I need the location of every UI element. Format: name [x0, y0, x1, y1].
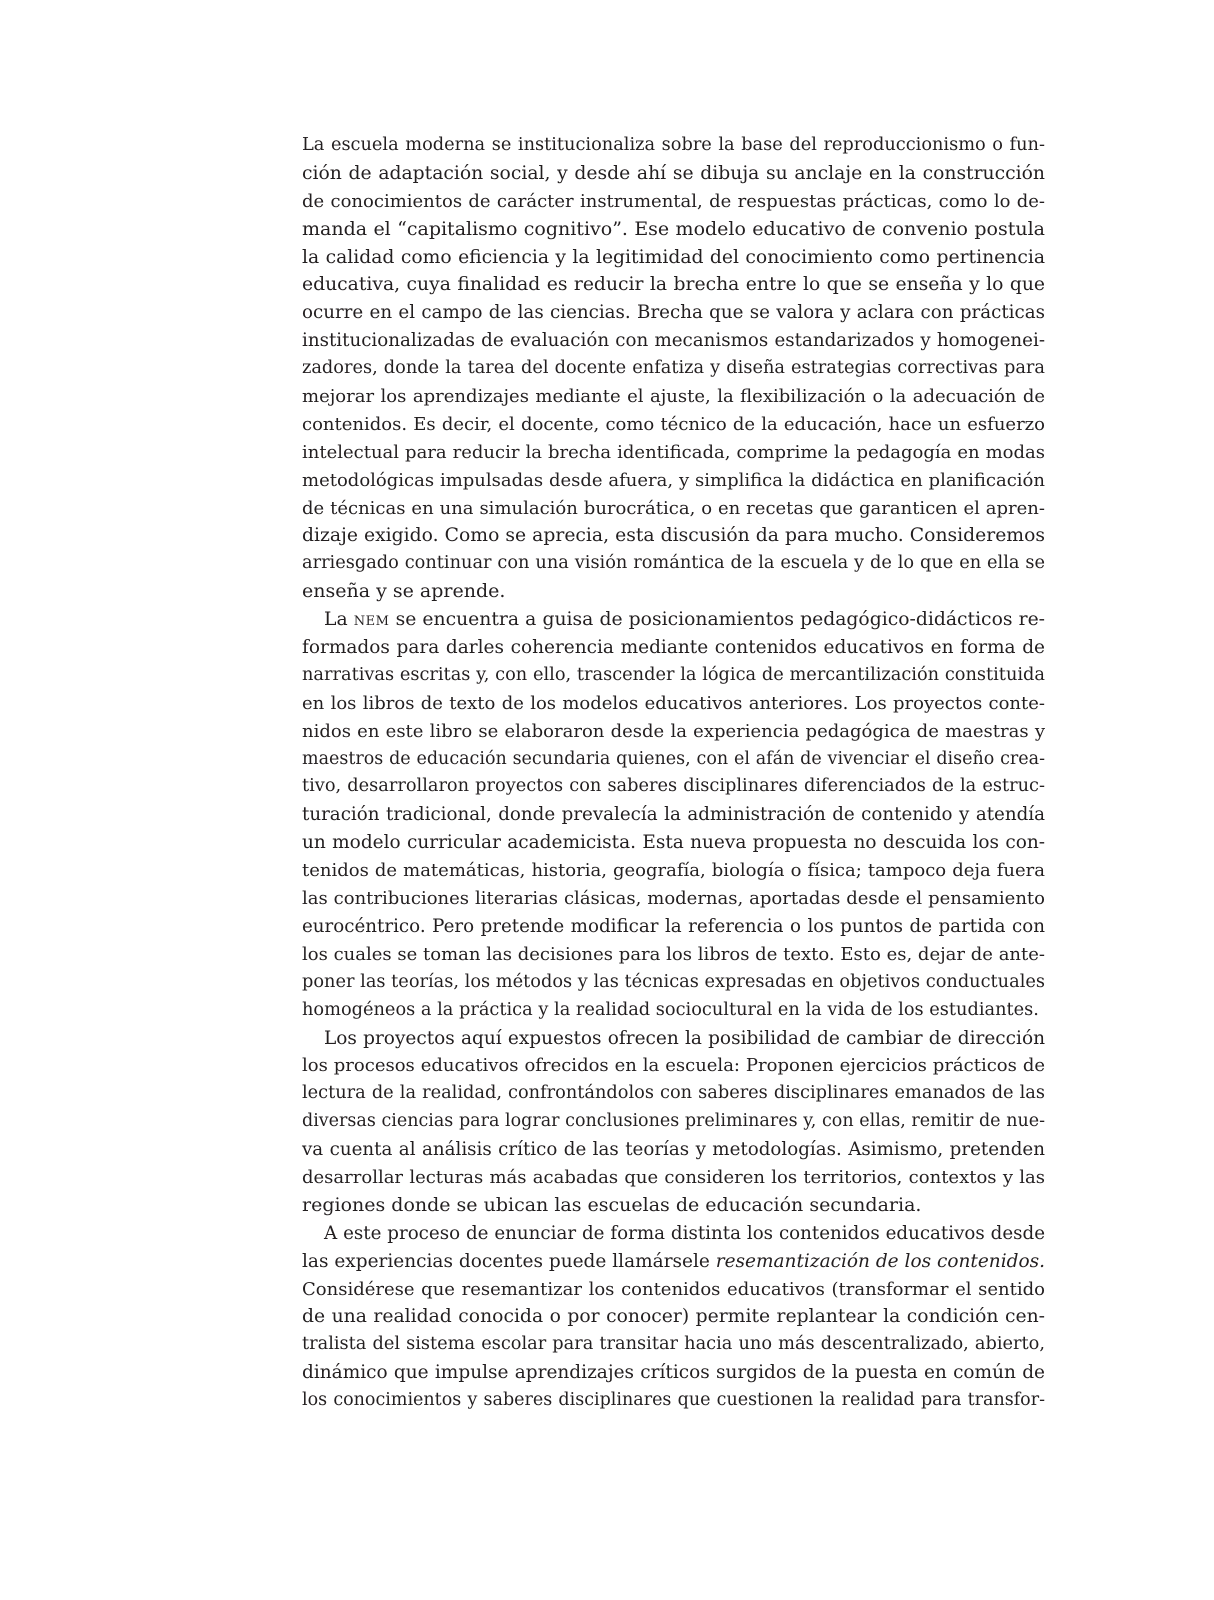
paragraph-4 — [302, 1220, 1045, 1415]
text-line: homogéneos a la práctica y la realidad sociocultural en la vida de los estudiantes. — [302, 999, 1039, 1020]
text-line: metodológicas impulsadas desde afuera, y simplifica la didáctica en planificación — [302, 469, 1045, 491]
text-line: va cuenta al análisis crítico de las teorías y metodologías. Asimismo, pretenden — [302, 1139, 1045, 1161]
body-text — [302, 132, 1045, 1415]
text-line: arriesgado continuar con una visión romántica de la escuela y de lo que en ella se — [302, 553, 1045, 574]
text-line: tenidos de matemáticas, historia, geografía, biología o física; tampoco deja fuera — [302, 860, 1045, 882]
text-line: desarrollar lecturas más acabadas que consideren los territorios, contextos y las — [302, 1166, 1045, 1188]
text-run: La — [324, 609, 354, 631]
text-line: enseña y se aprende. — [302, 580, 506, 603]
text-line: los cuales se toman las decisiones para los libros de texto. Esto es, dejar de ante- — [302, 943, 1045, 965]
text-line: de conocimientos de carácter instrumental, de respuestas prácticas, como lo de- — [302, 190, 1045, 212]
text-line: diversas ciencias para lograr conclusiones preliminares y, con ellas, remitir de nue- — [302, 1111, 1045, 1132]
text-line: regiones donde se ubican las escuelas de educación secundaria. — [302, 1193, 922, 1216]
acronym-nem: nem — [353, 609, 390, 631]
text-line: tivo, desarrollaron proyectos con saberes disciplinares diferenciados de la estruc- — [302, 776, 1045, 797]
text-line: las contribuciones literarias clásicas, modernas, aportadas desde el pensamiento — [302, 888, 1045, 910]
text-line: intelectual para reducir la brecha identificada, comprime la pedagogía en modas — [302, 441, 1045, 463]
text-line: educativa, cuya finalidad es reducir la brecha entre lo que se enseña y lo que — [302, 274, 1045, 296]
text-line: A este proceso de enunciar de forma distinta los contenidos educativos desde — [324, 1222, 1045, 1244]
paragraph-1 — [302, 132, 1045, 606]
text-line: eurocéntrico. Pero pretende modificar la referencia o los puntos de partida con — [302, 915, 1045, 937]
text-line: Considérese que resemantizar los contenidos educativos (transformar el sentido — [302, 1278, 1045, 1300]
text-line — [302, 606, 1045, 634]
text-line: la calidad como eficiencia y la legitimidad del conocimiento como pertinencia — [302, 246, 1045, 268]
text-line: de una realidad conocida o por conocer) permite replantear la condición cen- — [302, 1306, 1045, 1328]
text-line: ocurre en el campo de las ciencias. Brecha que se valora y aclara con prácticas — [302, 302, 1045, 324]
text-line: los procesos educativos ofrecidos en la escuela: Proponen ejercicios prácticos de — [302, 1055, 1045, 1077]
text-line: los conocimientos y saberes disciplinares que cuestionen la realidad para transfor- — [302, 1390, 1045, 1411]
text-line: La escuela moderna se institucionaliza sobre la base del reproduccionismo o fun- — [302, 135, 1045, 155]
text-line: narrativas escritas y, con ello, trascender la lógica de mercantilización constituida — [302, 664, 1045, 685]
text-line — [302, 1248, 1045, 1276]
text-line: un modelo curricular academicista. Esta nueva propuesta no descuida los con- — [302, 832, 1045, 854]
text-line: de técnicas en una simulación burocrática, o en recetas que garanticen el apren- — [302, 497, 1045, 519]
paragraph-3 — [302, 1025, 1045, 1220]
text-line: maestros de educación secundaria quienes, con el afán de vivenciar el diseño crea- — [302, 748, 1045, 769]
italic-term: resemantización de los contenidos. — [715, 1250, 1045, 1272]
text-line: institucionalizadas de evaluación con mecanismos estandarizados y homogenei- — [302, 330, 1045, 352]
text-line: ción de adaptación social, y desde ahí se dibuja su anclaje en la construcción — [302, 162, 1045, 184]
text-run: las experiencias docentes puede llamársele — [302, 1250, 716, 1272]
text-line: poner las teorías, los métodos y las técnicas expresadas en objetivos conductuales — [302, 971, 1045, 992]
text-line: dinámico que impulse aprendizajes críticos surgidos de la puesta en común de — [302, 1362, 1045, 1384]
text-line: Los proyectos aquí expuestos ofrecen la posibilidad de cambiar de dirección — [324, 1027, 1045, 1049]
text-run: se encuentra a guisa de posicionamientos pedagógico-didácticos re- — [389, 609, 1045, 631]
text-line: nidos en este libro se elaboraron desde la experiencia pedagógica de maestras y — [302, 720, 1045, 742]
text-line: dizaje exigido. Como se aprecia, esta discusión da para mucho. Consideremos — [302, 525, 1045, 547]
text-line: zadores, donde la tarea del docente enfatiza y diseña estrategias correctivas para — [302, 358, 1045, 379]
text-line: contenidos. Es decir, el docente, como técnico de la educación, hace un esfuerzo — [302, 413, 1045, 435]
text-line: tralista del sistema escolar para transitar hacia uno más descentralizado, abierto, — [302, 1334, 1045, 1355]
text-line: turación tradicional, donde prevalecía la administración de contenido y atendía — [302, 804, 1045, 826]
text-line: manda el “capitalismo cognitivo”. Ese modelo educativo de convenio postula — [302, 217, 1045, 240]
paragraph-2 — [302, 606, 1045, 1024]
text-line: formados para darles coherencia mediante contenidos educativos en forma de — [302, 637, 1045, 659]
text-line: mejorar los aprendizajes mediante el ajuste, la flexibilización o la adecuación de — [302, 386, 1045, 408]
text-line: en los libros de texto de los modelos educativos anteriores. Los proyectos conte- — [302, 692, 1045, 714]
text-line: lectura de la realidad, confrontándolos con saberes disciplinares emanados de las — [302, 1083, 1045, 1104]
